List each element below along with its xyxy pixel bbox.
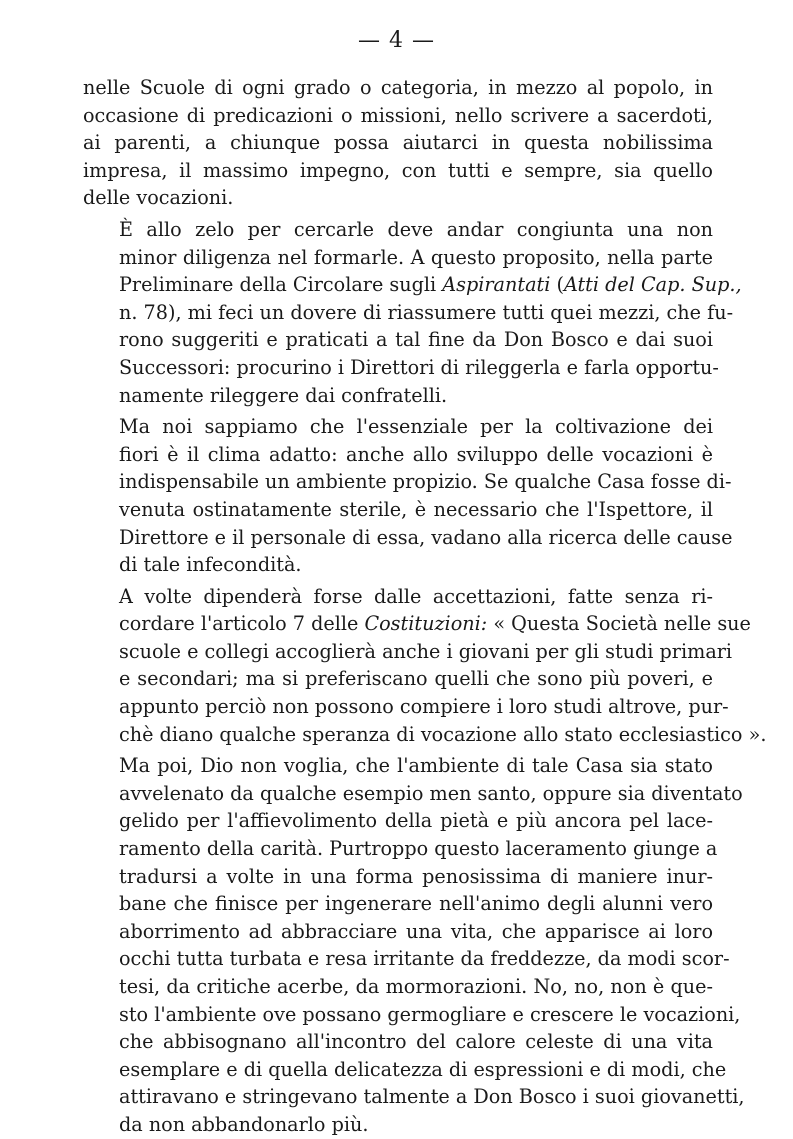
paragraph [83,583,767,749]
text-line: delle vocazioni. [83,186,234,210]
text-line: aborrimento ad abbracciare una vita, che apparisce ai loro [119,919,713,943]
text-line: tradursi a volte in una forma penosissima di maniere inur- [119,864,713,888]
text-line: scuole e collegi accoglierà anche i giovani per gli studi primari [119,639,733,663]
paragraph [83,413,733,579]
text-line: avvelenato da qualche esempio men santo, oppure sia diventato [119,781,743,805]
text-line: attiravano e stringevano talmente a Don Bosco i suoi giovanetti, [119,1085,745,1109]
text-line: Ma noi sappiamo che l'essenziale per la coltivazione dei [119,415,713,439]
text-line: venuta ostinatamente sterile, è necessario che l'Ispettore, il [119,497,713,521]
text-line: occasione di predicazioni o missioni, nello scrivere a sacerdoti, [83,103,713,127]
text-line: tesi, da critiche acerbe, da mormorazioni. No, no, non è que- [119,975,713,998]
text-line: ramento della carità. Purtroppo questo laceramento giunge a [119,837,718,861]
text-line: n. 78), mi feci un dovere di riassumere tutti quei mezzi, che fu- [119,300,734,324]
text-line: È allo zelo per cercarle deve andar congiunta una non [119,217,713,241]
text-line: impresa, il massimo impegno, con tutti e sempre, sia quello [83,158,713,182]
body-text [83,74,767,1139]
text-line: chè diano qualche speranza di vocazione allo stato ecclesiastico ». [119,722,767,746]
text-line: Preliminare della Circolare sugli Aspirantati (Atti del Cap. Sup., [119,273,742,297]
text-line: appunto perciò non possono compiere i loro studi altrove, pur- [119,695,729,719]
text-line: fiori è il clima adatto: anche allo sviluppo delle vocazioni è [119,442,713,466]
text-line: e secondari; ma si preferiscano quelli che sono più poveri, e [119,667,713,691]
paragraph [83,74,713,212]
text-line: nelle Scuole di ogni grado o categoria, in mezzo al popolo, in [83,76,713,99]
text-line: bane che finisce per ingenerare nell'animo degli alunni vero [119,892,713,916]
text-line: rono suggeriti e praticati a tal fine da Don Bosco e dai suoi [119,328,713,352]
text-line: Ma poi, Dio non voglia, che l'ambiente di tale Casa sia stato [119,754,713,778]
text-line: che abbisognano all'incontro del calore celeste di una vita [119,1030,713,1054]
text-line: A volte dipenderà forse dalle accettazioni, fatte senza ri- [119,584,713,608]
text-line: cordare l'articolo 7 delle Costituzioni: « Questa Società nelle sue [119,612,751,636]
paragraph [83,752,745,1138]
text-line: esemplare e di quella delicatezza di espressioni e di modi, che [119,1057,727,1081]
text-line: Successori: procurino i Direttori di rileggerla e farla opportu- [119,355,719,379]
text-line: namente rileggere dai confratelli. [119,383,448,407]
text-line: indispensabile un ambiente propizio. Se qualche Casa fosse di- [119,470,732,494]
text-line: sto l'ambiente ove possano germogliare e crescere le vocazioni, [119,1002,741,1026]
page-number: — 4 — [358,28,435,53]
paragraph [83,216,742,409]
text-line: da non abbandonarlo più. [119,1112,369,1136]
text-line: minor diligenza nel formarle. A questo proposito, nella parte [119,245,713,269]
text-line: di tale infecondità. [119,553,302,577]
text-line: Direttore e il personale di essa, vadano alla ricerca delle cause [119,525,733,549]
text-line: ai parenti, a chiunque possa aiutarci in questa nobilissima [83,131,713,155]
text-line: occhi tutta turbata e resa irritante da freddezze, da modi scor- [119,947,730,971]
text-line: gelido per l'affievolimento della pietà e più ancora pel lace- [119,809,713,833]
